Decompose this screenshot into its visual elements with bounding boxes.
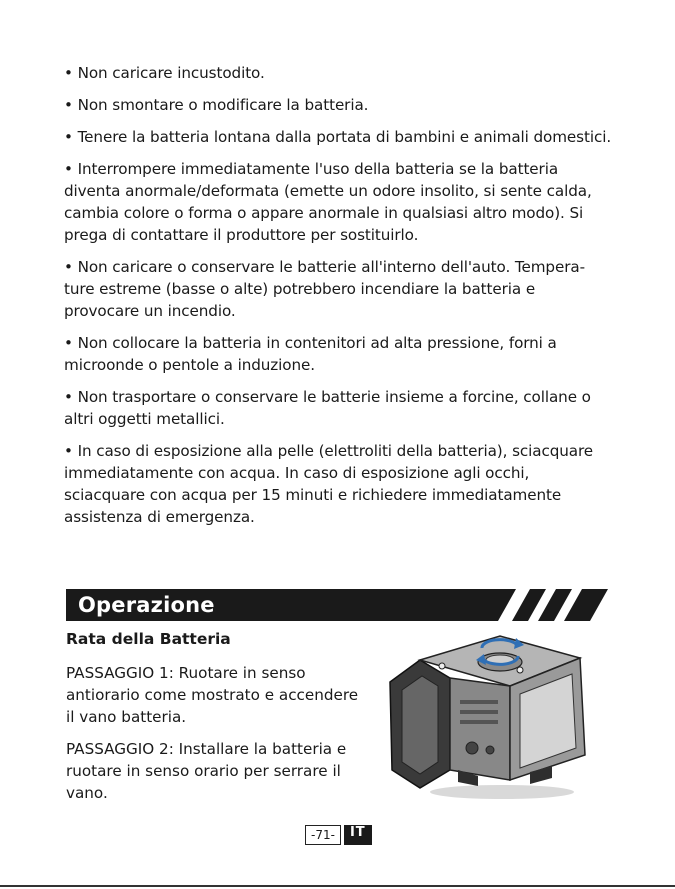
safety-bullet: • Tenere la batteria lontana dalla portata di bambini e animali domestici. xyxy=(64,128,612,146)
section-subtitle: Rata della Batteria xyxy=(66,630,231,648)
step-item: PASSAGGIO 1: Ruotare in senso antiorario come mostrato e accendere il vano batteria. xyxy=(66,664,359,726)
safety-bullet: • Non collocare la batteria in contenitori ad alta pressione, forni a microonde o pentole a induzione. xyxy=(64,334,557,374)
bottom-rule xyxy=(0,885,675,887)
language-badge: IT xyxy=(344,825,372,845)
step-item: PASSAGGIO 2: Installare la batteria e ruotare in senso orario per serrare il vano. xyxy=(66,740,347,802)
safety-bullet: • Non caricare o conservare le batterie all'interno dell'auto. Tempera-ture estreme (basse o alte) potrebbero incendiare la batteria e provocare un incendio. xyxy=(64,258,585,320)
safety-bullet: • Interrompere immediatamente l'uso della batteria se la batteria diventa anormale/deformata (emette un odore insolito, si sente calda, cambia colore o forma o appare anormale in qualsiasi altro modo). Si prega di contattare il produttore per sostituirlo. xyxy=(64,160,592,244)
page-footer xyxy=(305,825,372,845)
safety-bullet: • Non smontare o modificare la batteria. xyxy=(64,96,369,114)
safety-bullet: • Non caricare incustodito. xyxy=(64,64,265,82)
safety-bullet-list xyxy=(64,62,612,538)
step-list xyxy=(66,662,366,814)
page-number: -71- xyxy=(305,825,341,845)
section-title: Operazione xyxy=(78,593,215,617)
safety-bullet: • Non trasportare o conservare le batterie insieme a forcine, collane o altri oggetti metallici. xyxy=(64,388,591,428)
battery-compartment-illustration xyxy=(380,630,610,806)
safety-bullet: • In caso di esposizione alla pelle (elettroliti della batteria), sciacquare immediatamente con acqua. In caso di esposizione agli occhi, sciacquare con acqua per 15 minuti e richiedere immediatamente assistenza di emergenza. xyxy=(64,442,594,526)
section-header xyxy=(66,589,608,621)
